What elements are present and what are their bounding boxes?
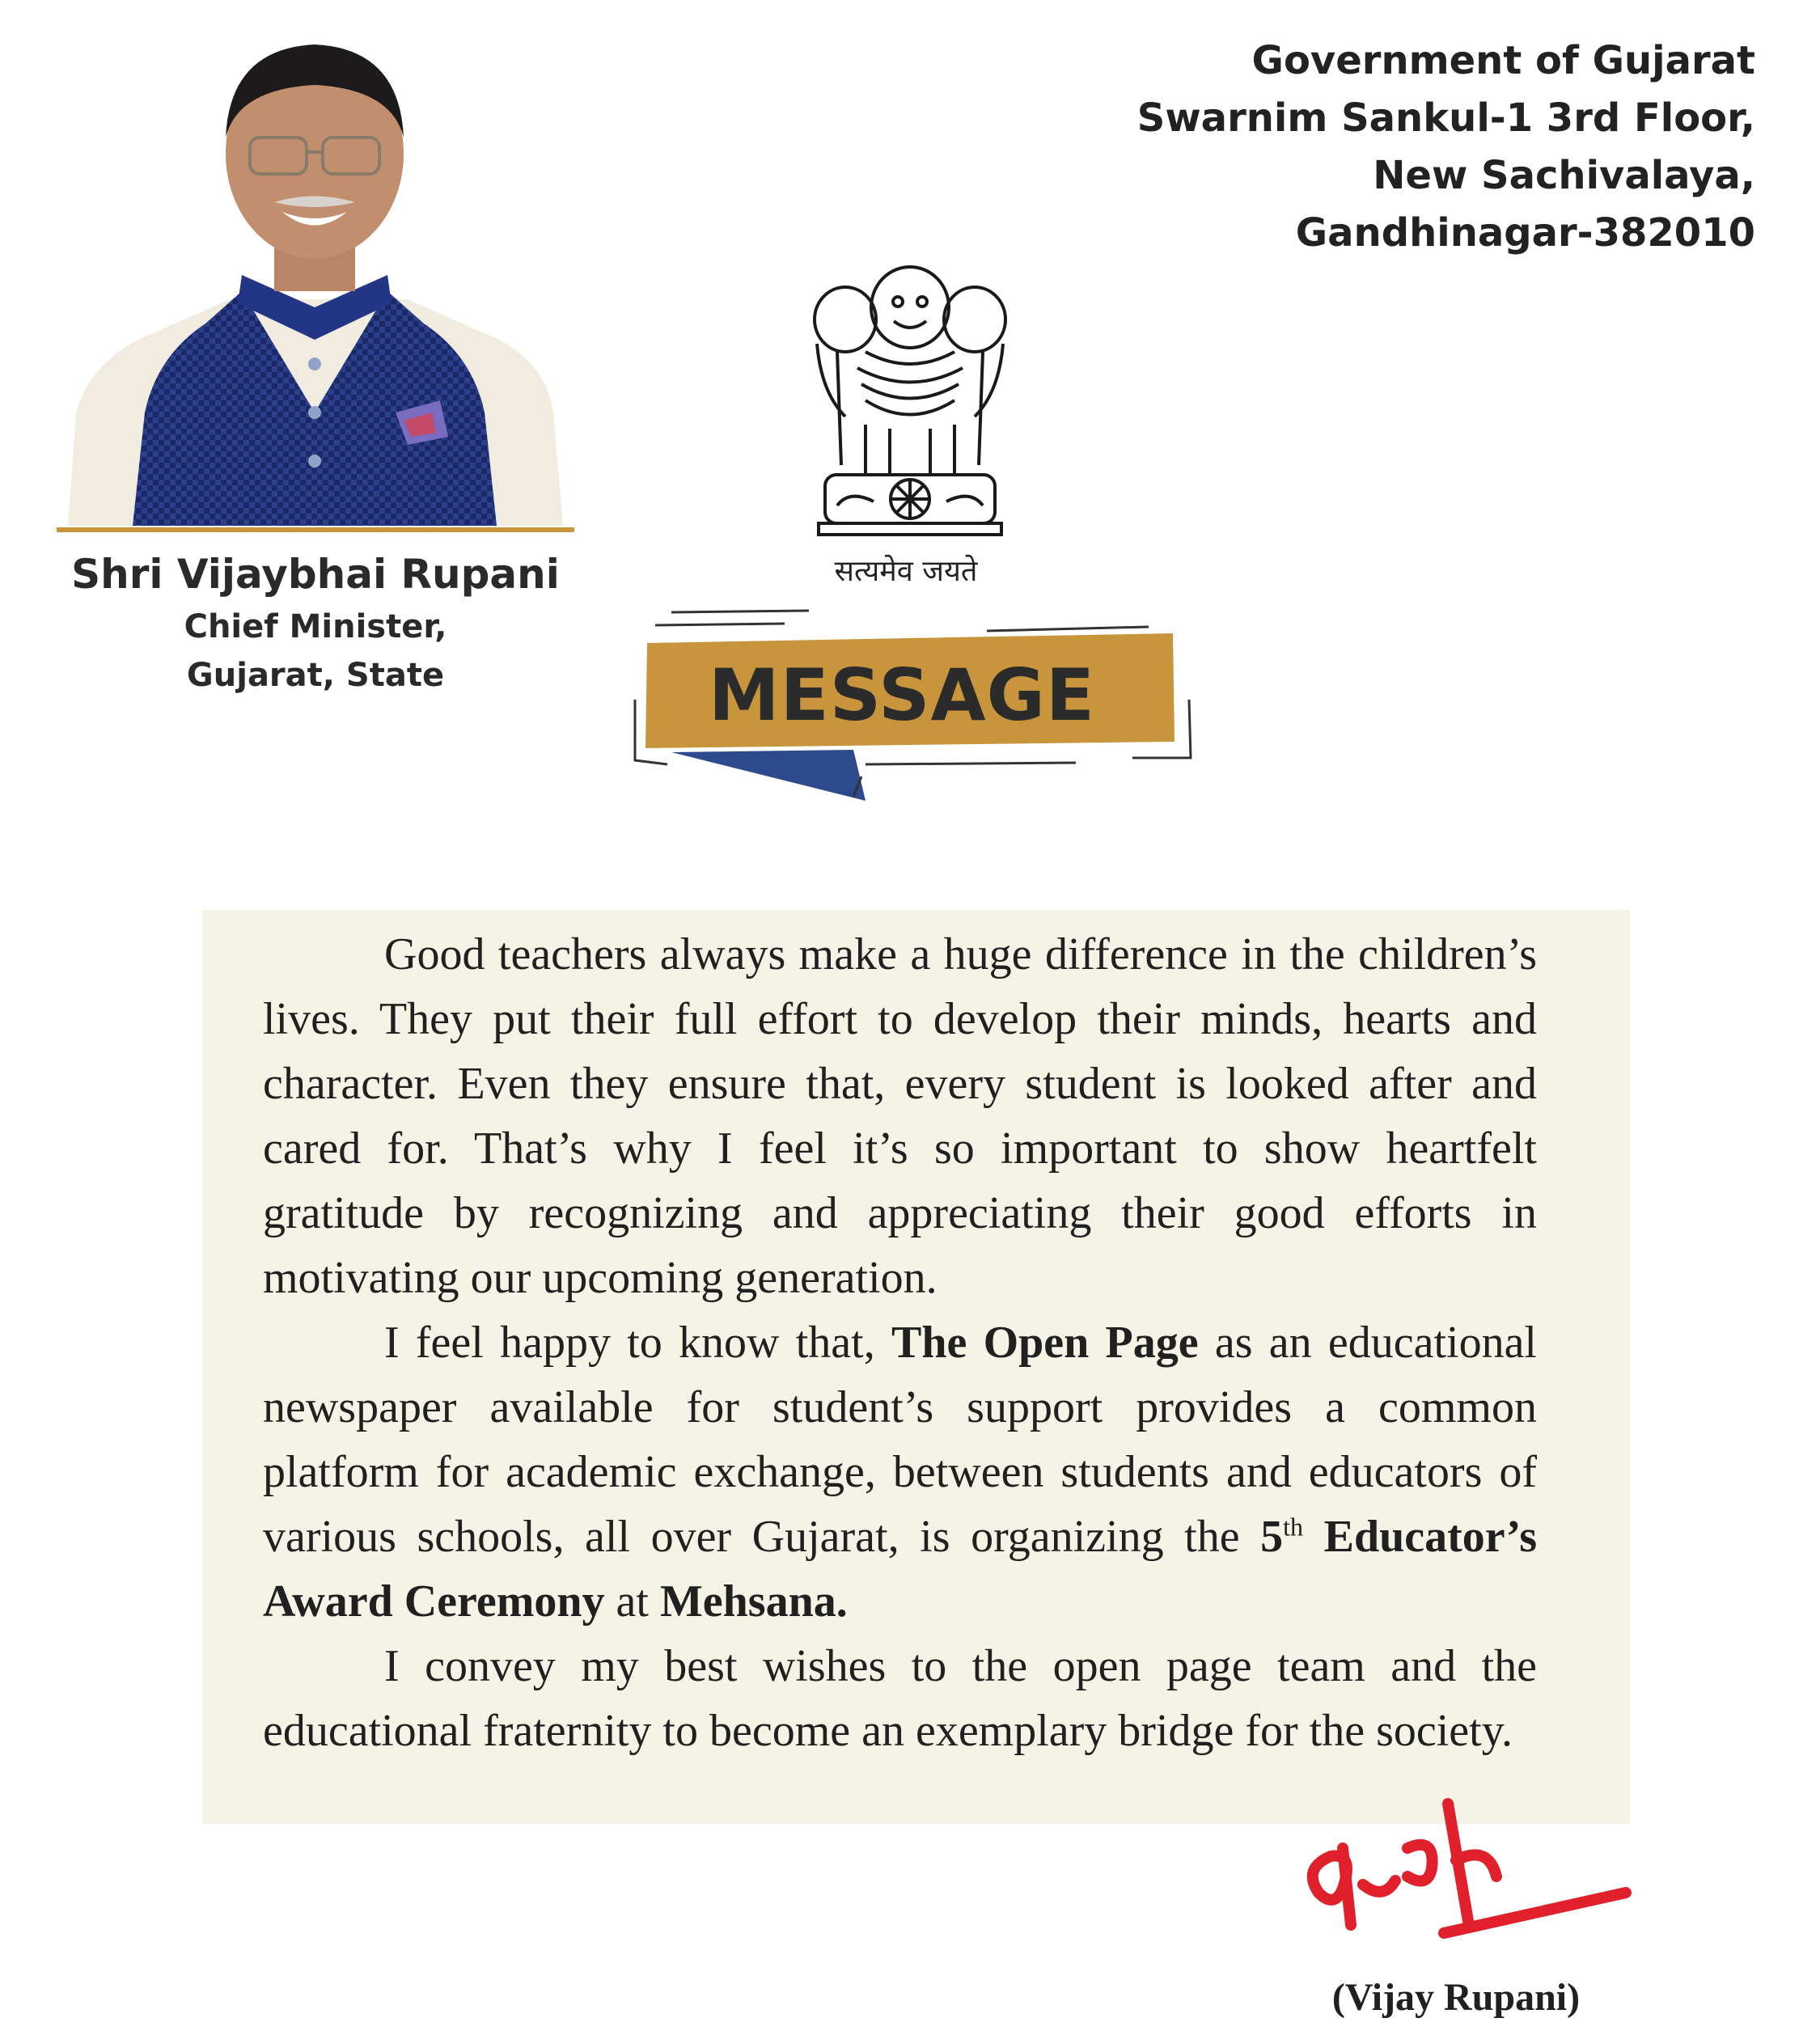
message-title: MESSAGE bbox=[709, 654, 1095, 737]
signatory-name: (Vijay Rupani) bbox=[1331, 1976, 1581, 2019]
paragraph-2 bbox=[263, 1310, 1537, 1634]
portrait-underline bbox=[57, 527, 574, 532]
p2-at: at bbox=[604, 1576, 660, 1627]
address-line-2: Swarnim Sankul-1 3rd Floor, bbox=[1136, 95, 1755, 141]
p2-newspaper-name: The Open Page bbox=[891, 1318, 1199, 1368]
handwritten-signature-icon bbox=[1286, 1771, 1650, 1974]
person-role-line-2: Gujarat, State bbox=[186, 657, 445, 694]
p2-intro: I feel happy to know that, bbox=[384, 1318, 891, 1368]
address-line-3: New Sachivalaya, bbox=[1373, 153, 1755, 198]
portrait-photo bbox=[68, 32, 563, 526]
paragraph-3: I convey my best wishes to the open page team and the educational fraternity to become an exemplary bridge for the society. bbox=[263, 1641, 1537, 1756]
national-emblem-icon bbox=[801, 263, 1019, 554]
p2-ordinal-number: 5 bbox=[1260, 1512, 1284, 1562]
emblem-motto: सत्यमेव जयते bbox=[834, 555, 978, 588]
paragraph-1: Good teachers always make a huge difference in the children’s lives. They put their full effort to develop their minds, hearts and character. Even they ensure that, every student is looked after and cared for. That’s why I feel it’s so important to show heartfelt gratitude by recognizing and appreciating their good efforts in motivating our upcoming generation. bbox=[263, 929, 1537, 1303]
person-caption bbox=[32, 546, 599, 700]
person-name: Shri Vijaybhai Rupani bbox=[71, 551, 560, 598]
address-line-4: Gandhinagar-382010 bbox=[1295, 210, 1755, 256]
person-role-line-1: Chief Minister, bbox=[184, 608, 447, 645]
p2-ceremony-name: Educator’s Award Ceremony bbox=[263, 1512, 1538, 1627]
message-banner bbox=[623, 603, 1205, 813]
address-line-1: Government of Gujarat bbox=[1251, 38, 1755, 83]
p2-location: Mehsana. bbox=[659, 1576, 848, 1627]
letter-body bbox=[202, 910, 1630, 1824]
p2-ordinal-suffix: th bbox=[1283, 1512, 1304, 1542]
p2-middle: as an educational newspaper available for student’s support provides a common platform for academic exchange, between students and educators of various schools, all over Gujarat, is organizing the bbox=[263, 1318, 1537, 1562]
letter-text bbox=[263, 922, 1537, 1763]
address-block bbox=[946, 32, 1755, 262]
